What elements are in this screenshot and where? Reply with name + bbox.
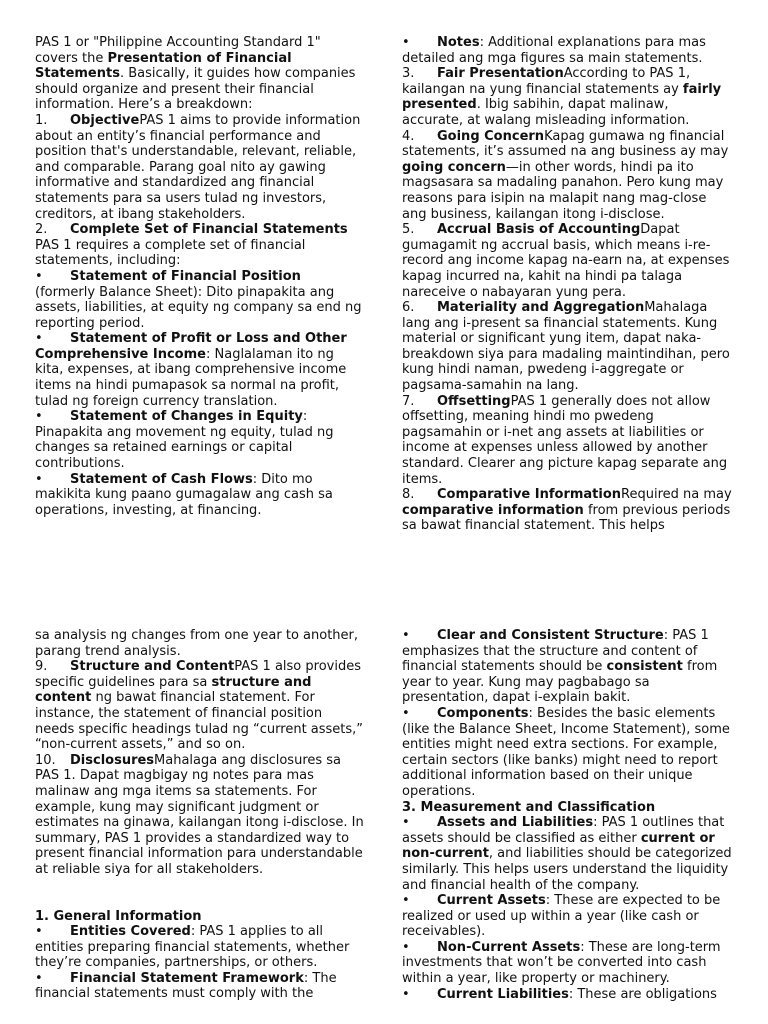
bold-text: Objective: [70, 112, 140, 128]
body-text: (formerly Balance Sheet): Dito pinapakita ang assets, liabilities, at equity ng company sa end ng reporting period.: [35, 284, 362, 331]
bold-text: Components: [437, 705, 529, 721]
bullet-item: [402, 893, 732, 940]
body-text: , and liabilities should be categorized similarly. This helps users understand the liquidity and financial health of the company.: [402, 846, 732, 893]
page-2-right-column: [402, 628, 732, 1002]
bullet-item: [402, 35, 732, 66]
item-number: 10.: [35, 752, 56, 768]
bullet-marker: •: [35, 471, 43, 487]
bold-text: consistent: [606, 659, 683, 675]
numbered-item: [402, 394, 732, 488]
body-text: Mahalaga lang ang i-present sa financial statements. Kung material or significant yung item, dapat naka-breakdown siya para madaling maintindihan, pero kung hindi naman, pwedeng i-aggregate or pagsama-samahin na lang.: [402, 300, 730, 394]
body-text: Kapag gumawa ng financial statements, it’s assumed na ang business ay may: [402, 128, 729, 160]
bullet-marker: •: [402, 893, 410, 909]
bold-text: going concern: [402, 159, 506, 175]
bullet-item: [402, 940, 732, 987]
paragraph-spacer: [35, 878, 365, 909]
bold-text: Notes: [437, 35, 480, 50]
body-text: : These are obligations: [568, 986, 717, 1002]
bold-text: Clear and Consistent Structure: [437, 628, 664, 643]
body-text: Required na may: [621, 487, 732, 503]
bold-text: Assets and Liabilities: [437, 815, 594, 831]
body-text: According to PAS 1, kailangan na yung financial statements ay: [402, 66, 691, 97]
numbered-item: [35, 753, 365, 878]
numbered-item: [35, 659, 365, 753]
bullet-item: [402, 987, 732, 1003]
body-text: : Additional explanations para mas detailed ang mga figures sa main statements.: [402, 35, 706, 66]
body-text: : PAS 1 outlines that assets should be classified as either: [402, 815, 725, 846]
body-text: Mahalaga ang disclosures sa PAS 1. Dapat magbigay ng notes para mas malinaw ang mga items sa statements. For example, kung may significant judgment or estimates na ginawa, kailangan itong i-disclose. In summary, PAS 1 provides a standardized way to present financial information para understandable at reliable siya for all stakeholders.: [35, 752, 364, 877]
bold-text: Statement of Cash Flows: [70, 471, 253, 487]
bullet-marker: •: [402, 939, 410, 955]
bullet-item: [402, 815, 732, 893]
bullet-item: [35, 971, 365, 1002]
body-text: : Besides the basic elements (like the Balance Sheet, Income Statement), some entities might need extra sections. For example, certain sectors (like banks) might need to report additional information based on their unique operations.: [402, 705, 730, 799]
bold-text: Entities Covered: [70, 924, 191, 940]
paragraph: [35, 628, 365, 659]
bold-text: Presentation of Financial Statements: [35, 50, 292, 82]
body-text: PAS 1 also provides specific guidelines para sa: [35, 659, 361, 690]
body-text: PAS 1 requires a complete set of financial statements, including:: [35, 237, 306, 269]
bullet-item: [35, 269, 365, 331]
bullet-marker: •: [402, 815, 410, 831]
bold-text: Comparative Information: [437, 487, 622, 503]
paragraph: [402, 800, 732, 816]
body-text: : PAS 1 emphasizes that the structure and content of financial statements should be: [402, 628, 709, 675]
bullet-marker: •: [402, 705, 410, 721]
bullet-item: [402, 628, 732, 706]
numbered-item: [402, 300, 732, 394]
body-text: PAS 1 aims to provide information about an entity’s financial performance and position that's understandable, relevant, reliable, and comparable. Parang goal nito ay gawing informative and standardized ang financial statements para sa users tulad ng investors, creditors, at ibang stakeholders.: [35, 112, 361, 222]
bold-text: 3. Measurement and Classification: [402, 799, 656, 815]
item-number: 1.: [35, 112, 48, 128]
numbered-item: [402, 66, 732, 128]
item-number: 7.: [402, 393, 415, 409]
bold-text: comparative information: [402, 502, 584, 518]
bold-text: Statement of Changes in Equity: [70, 409, 303, 425]
body-text: from previous periods sa bawat financial statement. This helps: [402, 502, 731, 534]
bold-text: Statement of Profit or Loss and Other Comprehensive Income: [35, 331, 347, 362]
bullet-marker: •: [402, 35, 410, 50]
body-text: : The financial statements must comply with the: [35, 970, 337, 1002]
numbered-item: [35, 113, 365, 222]
body-text: : These are long-term investments that won’t be converted into cash within a year, like property or machinery.: [402, 939, 721, 987]
item-number: 9.: [35, 659, 48, 675]
numbered-item: [402, 129, 732, 223]
body-text: sa analysis ng changes from one year to another, parang trend analysis.: [35, 628, 359, 659]
body-text: : Pinapakita ang movement ng equity, tulad ng changes sa retained earnings or capital contributions.: [35, 409, 334, 472]
body-text: : PAS 1 applies to all entities preparing financial statements, whether they’re companies, partnerships, or others.: [35, 924, 350, 971]
body-text: ng bawat financial statement. For instance, the statement of financial position needs specific headings tulad ng “current assets,” “non-current assets,” and so on.: [35, 690, 364, 753]
item-number: 6.: [402, 300, 415, 316]
bold-text: Offsetting: [437, 393, 511, 409]
bold-text: Accrual Basis of Accounting: [437, 222, 641, 238]
bullet-item: [402, 706, 732, 800]
bold-text: structure and content: [35, 674, 312, 706]
item-number: 4.: [402, 128, 415, 144]
bullet-marker: •: [35, 331, 43, 347]
bullet-marker: •: [35, 924, 43, 940]
bullet-marker: •: [402, 986, 410, 1002]
bullet-item: [35, 409, 365, 471]
bold-text: Statement of Financial Position: [70, 268, 301, 284]
page-1-right-column: [402, 35, 732, 534]
body-text: PAS 1 or "Philippine Accounting Standard 1" covers the: [35, 35, 321, 66]
page-2-left-column: [35, 628, 365, 1002]
body-text: Dapat gumagamit ng accrual basis, which means i-re-record ang income kapag na-earn na, at expenses kapag incurred na, kahit na hindi pa talaga nareceive o nabayaran yung pera.: [402, 222, 730, 300]
bullet-marker: •: [402, 628, 410, 643]
body-text: : These are expected to be realized or used up within a year (like cash or receivables).: [402, 893, 721, 940]
bullet-item: [35, 924, 365, 971]
page-1-left-column: [35, 35, 365, 518]
bold-text: Current Liabilities: [437, 986, 569, 1002]
bold-text: Disclosures: [70, 752, 155, 768]
body-text: : Naglalaman ito ng kita, expenses, at ibang comprehensive income items na hindi pumapasok sa normal na profit, tulad ng foreign currency translation.: [35, 346, 347, 409]
bold-text: Complete Set of Financial Statements: [70, 222, 348, 238]
body-text: —in other words, hindi pa ito magsasara sa madaling panahon. Pero kung may reasons para isipin na malapit nang mag-close ang business, kailangan itong i-disclose.: [402, 159, 724, 222]
bold-text: Materiality and Aggregation: [437, 300, 645, 316]
bold-text: Going Concern: [437, 128, 545, 144]
bullet-marker: •: [35, 970, 43, 986]
body-text: : Dito mo makikita kung paano gumagalaw ang cash sa operations, investing, at financing.: [35, 471, 333, 518]
bold-text: Financial Statement Framework: [70, 970, 304, 986]
bold-text: 1. General Information: [35, 908, 202, 924]
body-text: from year to year. Kung may pagbabago sa presentation, dapat i-explain bakit.: [402, 659, 718, 706]
bold-text: Structure and Content: [70, 659, 235, 675]
paragraph: [35, 35, 365, 113]
bullet-marker: •: [35, 268, 43, 284]
bold-text: current or non-current: [402, 830, 715, 862]
paragraph: [35, 909, 365, 925]
numbered-item: [35, 222, 365, 269]
bullet-marker: •: [35, 409, 43, 425]
body-text: . Ibig sabihin, dapat malinaw, accurate, at walang misleading information.: [402, 97, 690, 128]
document-page-2: [0, 512, 768, 1024]
item-number: 2.: [35, 222, 48, 238]
bold-text: fairly presented: [402, 81, 722, 113]
item-number: 5.: [402, 222, 415, 238]
bold-text: Non-Current Assets: [437, 939, 581, 955]
item-number: 3.: [402, 66, 415, 82]
numbered-item: [402, 222, 732, 300]
body-text: . Basically, it guides how companies should organize and present their financial information. Here’s a breakdown:: [35, 66, 356, 113]
bullet-item: [35, 331, 365, 409]
bold-text: Fair Presentation: [437, 66, 564, 82]
bold-text: Current Assets: [437, 893, 546, 909]
item-number: 8.: [402, 487, 415, 503]
body-text: PAS 1 generally does not allow offsetting, meaning hindi mo pwedeng pagsamahin or i-net ang assets at liabilities or income at expenses unless allowed by another standard. Clearer ang picture kapag separate ang items.: [402, 393, 728, 487]
